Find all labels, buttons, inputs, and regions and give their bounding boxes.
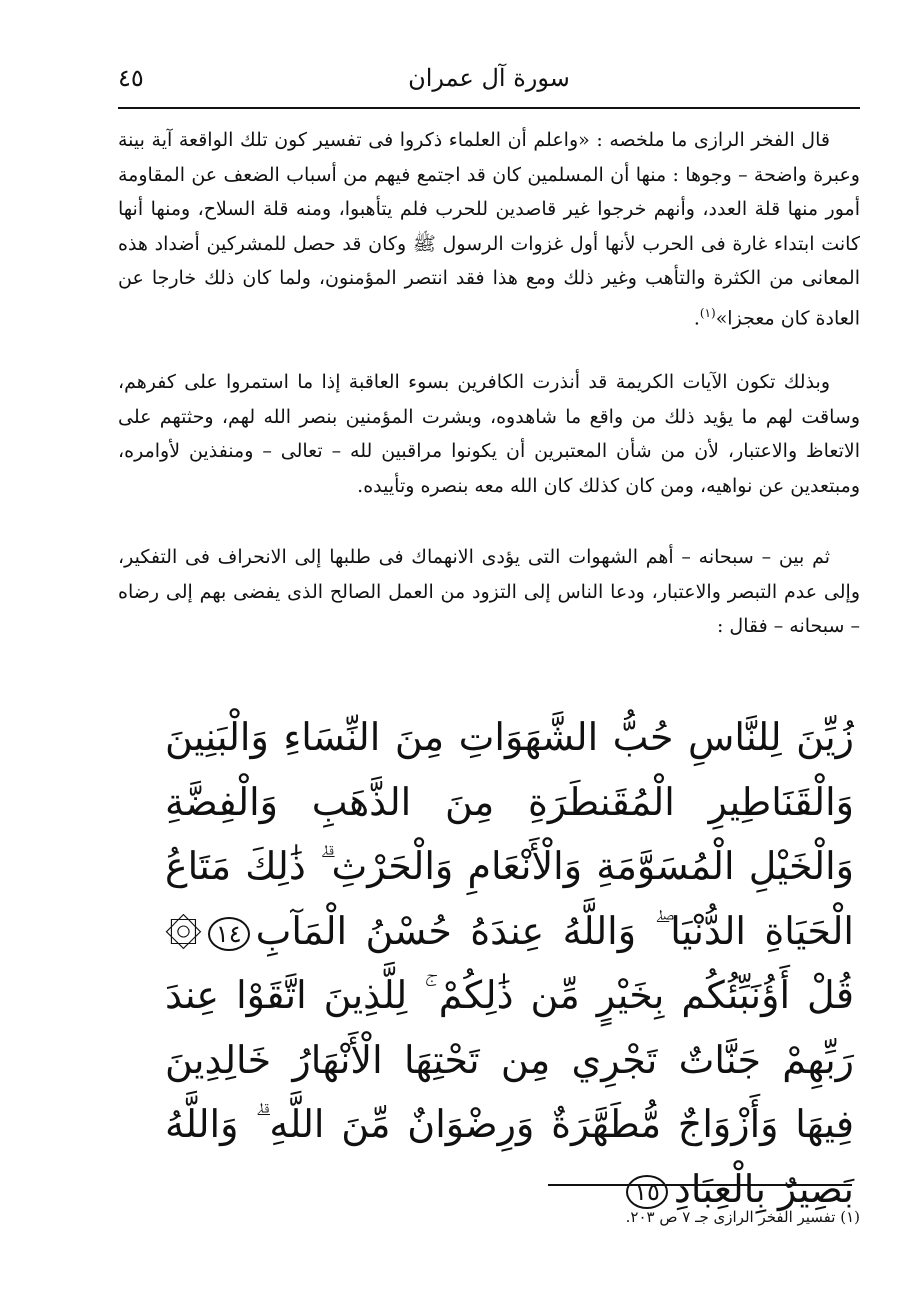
commentary-paragraph-2 bbox=[118, 365, 860, 503]
surah-title: سورة آل عمران bbox=[408, 64, 570, 92]
commentary-paragraph-3 bbox=[118, 540, 860, 644]
footnote-rule bbox=[548, 1184, 852, 1186]
paragraph-1-end: . bbox=[693, 306, 700, 329]
ayah-14-text: زُيِّنَ لِلنَّاسِ حُبُّ الشَّهَوَاتِ مِنَ النِّسَاءِ وَالْبَنِينَ وَالْقَنَاطِيرِ الْمُقَنطَرَةِ مِنَ الذَّهَبِ وَالْفِضَّةِ وَالْخَيْلِ الْمُسَوَّمَةِ وَالْأَنْعَامِ وَالْحَرْثِ ۗ ذَٰلِكَ مَتَاعُ الْحَيَاةِ الدُّنْيَا ۖ وَاللَّهُ عِندَهُ حُسْنُ الْمَآبِ bbox=[165, 715, 854, 953]
paragraph-1-text: قال الفخر الرازى ما ملخصه : «واعلم أن العلماء ذكروا فى تفسير كون تلك الواقعة آية بينة وعبرة واضحة – وجوها : منها أن المسلمين كان قد اجتمع فيهم من أسباب الضعف عن المقاومة أمور منها قلة العدد، وأنهم خرجوا غير قاصدين للحرب فلم يتأهبوا، ومنه قلة السلاح، ومنها أنها كانت ابتداء غارة فى الحرب لأنها أول غزوات الرسول ﷺ وكان قد حصل للمشركين أضداد هذه المعانى من الكثرة والتأهب وغير ذلك ومع هذا فقد انتصر المؤمنون، ولما كان ذلك خارجا عن العادة كان معجزا» bbox=[118, 129, 860, 329]
ayah-14-number-marker: ١٤ bbox=[208, 917, 250, 951]
paragraph-3-text: ثم بين – سبحانه – أهم الشهوات التى يؤدى الانهماك فى طلبها إلى الانحراف فى التفكير، وإلى عدم التبصر والاعتبار، ودعا الناس إلى التزود من العمل الصالح الذى يفضى بهم إلى رضاه – سبحانه – فقال : bbox=[118, 546, 860, 637]
page-header bbox=[118, 58, 860, 98]
page-number: ٤٥ bbox=[118, 64, 144, 92]
footnote: (١) تفسير الفخر الرازى جـ ٧ ص ٢٠٣. bbox=[625, 1208, 860, 1226]
ayah-15-text: ۞ قُلْ أَؤُنَبِّئُكُم بِخَيْرٍ مِّن ذَٰلِكُمْ ۚ لِلَّذِينَ اتَّقَوْا عِندَ رَبِّهِمْ جَنَّاتٌ تَجْرِي مِن تَحْتِهَا الْأَنْهَارُ خَالِدِينَ فِيهَا وَأَزْوَاجٌ مُّطَهَّرَةٌ وَرِضْوَانٌ مِّنَ اللَّهِ ۗ وَاللَّهُ بَصِيرٌ بِالْعِبَادِ bbox=[165, 908, 854, 1211]
ayah-15-number-marker: ١٥ bbox=[626, 1175, 668, 1209]
header-rule bbox=[118, 107, 860, 109]
commentary-paragraph-1 bbox=[118, 123, 860, 335]
quran-verse-block bbox=[165, 705, 854, 1221]
footnote-reference: (١) bbox=[699, 305, 716, 320]
paragraph-2-text: وبذلك تكون الآيات الكريمة قد أنذرت الكافرين بسوء العاقبة إذا ما استمروا على كفرهم، وساقت لهم ما يؤيد ذلك من واقع ما شاهدوه، وبشرت المؤمنين بنصر الله لهم، وحثتهم على الاتعاظ والاعتبار، لأن من شأن المعتبرين أن يكونوا مراقبين لله – تعالى – ومنفذين لأوامره، ومبتعدين عن نواهيه، ومن كان كذلك كان الله معه بنصره وتأييده. bbox=[118, 371, 860, 497]
